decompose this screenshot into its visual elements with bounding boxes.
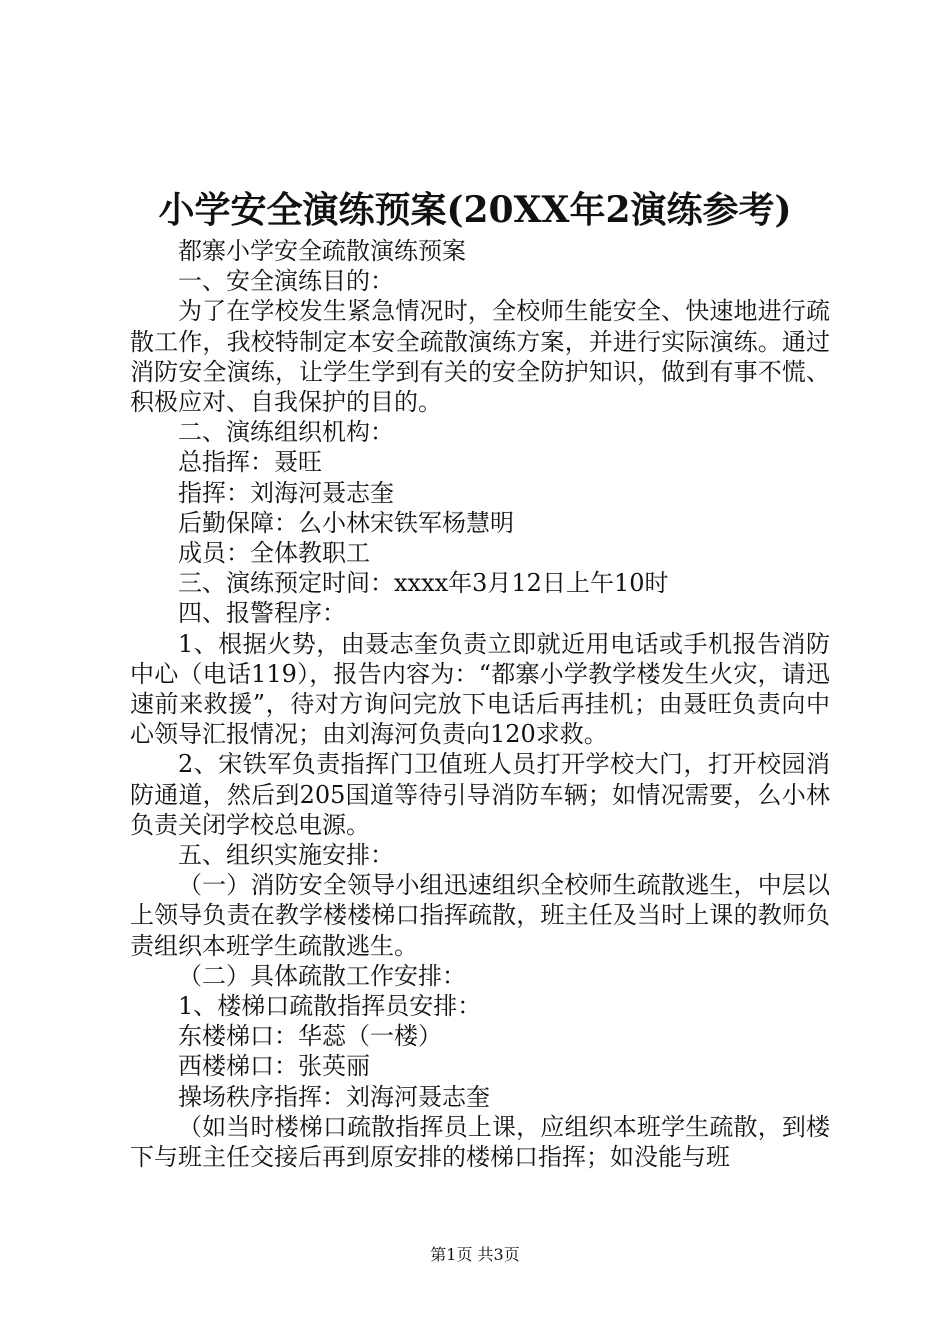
paragraph: （二）具体疏散工作安排：: [178, 961, 466, 990]
paragraph: （如当时楼梯口疏散指挥员上课，应组织本班学生疏散，到楼下与班主任交接后再到原安排的楼梯口指挥；如没能与班: [130, 1112, 830, 1172]
paragraph: 五、组织实施安排：: [178, 841, 394, 870]
paragraph: （一）消防安全领导小组迅速组织全校师生疏散逃生，中层以上领导负责在教学楼楼梯口指挥疏散，班主任及当时上课的教师负责组织本班学生疏散逃生。: [130, 871, 830, 960]
paragraph: 一、安全演练目的：: [178, 267, 394, 296]
paragraph: 2、宋铁军负责指挥门卫值班人员打开学校大门，打开校园消防通道，然后到205国道等待引导消防车辆；如情况需要，么小林负责关闭学校总电源。: [130, 750, 830, 839]
page-footer: 第1页 共3页: [430, 1245, 520, 1264]
paragraph: 后勤保障：么小林宋铁军杨慧明: [178, 508, 514, 537]
paragraph: 指挥：刘海河聂志奎: [178, 478, 394, 507]
paragraph: 为了在学校发生紧急情况时，全校师生能安全、快速地进行疏散工作，我校特制定本安全疏散演练方案，并进行实际演练。通过消防安全演练，让学生学到有关的安全防护知识，做到有事不慌、积极应对、自我保护的目的。: [130, 297, 830, 417]
paragraph: 都寨小学安全疏散演练预案: [178, 237, 466, 265]
paragraph: 四、报警程序：: [178, 599, 346, 628]
paragraph: 西楼梯口：张英丽: [178, 1052, 370, 1081]
document-title: 小学安全演练预案(20XX年2演练参考): [158, 189, 792, 231]
document-body: [130, 236, 830, 1172]
paragraph: 1、楼梯口疏散指挥员安排：: [178, 992, 482, 1021]
paragraph: 总指挥：聂旺: [178, 448, 322, 477]
paragraph: 1、根据火势，由聂志奎负责立即就近用电话或手机报告消防中心（电话119），报告内容为：“都寨小学教学楼发生火灾，请迅速前来救援”，待对方询问完放下电话后再挂机；由聂旺负责向中心领导汇报情况；由刘海河负责向120求救。: [130, 629, 830, 749]
paragraph: 东楼梯口：华蕊（一楼）: [178, 1022, 442, 1051]
paragraph: 成员：全体教职工: [178, 539, 370, 568]
paragraph: 操场秩序指挥：刘海河聂志奎: [178, 1082, 490, 1111]
paragraph: 二、演练组织机构：: [178, 418, 394, 447]
paragraph: 三、演练预定时间：xxxx年3月12日上午10时: [178, 569, 669, 598]
